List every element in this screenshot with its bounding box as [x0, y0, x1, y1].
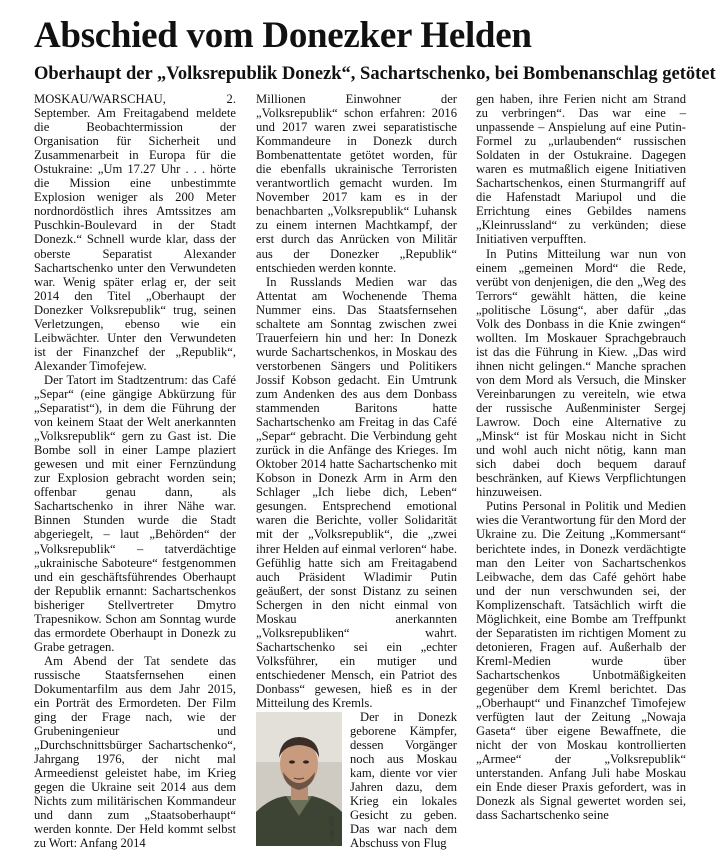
subheadline: Oberhaupt der „Volksrepublik Donezk“, Sachartschenko, bei Bombenanschlag getötet: [34, 64, 716, 84]
article-column-2: [256, 92, 457, 851]
article-column-3: [476, 92, 686, 823]
headline: Abschied vom Donezker Helden: [34, 15, 532, 56]
paragraph: Der Tatort im Stadtzentrum: das Café „Separ“ (eine gängige Abkürzung für „Separatist“), in dem die Führung der von keinem Staat der Welt anerkannten „Volksrepublik“ gern zu Gast ist. Die Bombe soll in einer Lampe plaziert gewesen und mit einer Fernzündung zur Explosion gebracht worden sein; offenbar genau dann, als Sachartschenko in ihrer Nähe war. Binnen Stunden wurde die Stadt abgeriegelt, – laut „Behörden“ der „Volksrepublik“ – tatverdächtige „ukrainische Saboteure“ festgenommen und ein geschäftsführendes Oberhaupt der Republik ernannt: Sachartschenkos bisheriger Stellvertreter Dmytro Trapesnikow. Schon am Sonntag wurde das ermordete Oberhaupt in Donezk zu Grabe getragen.: [34, 372, 236, 654]
paragraph: MOSKAU/WARSCHAU, 2. September. Am Freitagabend meldete die Beobachtermission der Organisation für Sicherheit und Zusammenarbeit in Europa für die Ostukraine: „Um 17.27 Uhr . . . hörte die Mission eine unbestimmte Explosion weniger als 200 Meter nordnordöstlich ihres Amtssitzes am Puschkin-Boulevard in der Stadt Donezk.“ Schnell wurde klar, dass der oberste Separatist Alexander Sachartschenko unter den Verwundeten war. Wenig später erlag er, der seit 2014 den Titel „Oberhaupt der Donezker Volksrepublik“ trug, seinen Verletzungen, ebenso wie ein Leibwächter. Unter den Verwundeten ist der Finanzchef der „Republik“, Alexander Timofejew.: [34, 92, 236, 373]
paragraph: gen haben, ihre Ferien nicht am Strand zu verbringen“. Das war eine – unpassende – Anspielung auf eine Putin-Formel zu „urlaubenden“ russischen Soldaten in der Ostukraine. Dagegen waren es mutmaßlich eigene Initiativen Sachartschenkos, einen Sturmangriff auf die Hafenstadt Mariupol und die Errichtung eines Gebildes namens „Kleinrussland“ zu verkünden; diese Initiativen verpufften.: [476, 92, 686, 247]
portrait-photo: [256, 712, 342, 846]
paragraph: Am Abend der Tat sendete das russische Staatsfernsehen einen Dokumentarfilm aus dem Jahr 2015, ein Porträt des Ermordeten. Der Film ging der Frage nach, wie der Grubeningenieur und „Durchschnittsbürger Sachartschenko“, Jahrgang 1976, der nicht mal Armeedienst geleistet habe, im Krieg gegen die Ukraine seit 2014 aus dem Nichts zum militärischen Kommandeur und dann zum „Staatsoberhaupt“ werden konnte. Der Held kommt selbst zu Wort: Anfang 2014: [34, 653, 236, 851]
photo-credit: Foto: AFP: [329, 815, 336, 843]
paragraph: In Russlands Medien war das Attentat am Wochenende Thema Nummer eins. Das Staatsfernsehen schaltete am Sonntag zwischen zwei Trauerfeiern hin und her: In Donezk wurde Sachartschenkos, in Moskau des verstorbenen Sängers und Politikers Jossif Kobson gedacht. Ein Umtrunk zum Andenken des aus dem Donbass stammenden Baritons hatte Sachartschenko am Freitag in das Café „Separ“ gebracht. Die Verbindung geht zurück in die Anfänge des Krieges. Im Oktober 2014 hatte Sachartschenko mit Kobson in Donezk Arm in Arm den Schlager „Ich liebe dich, Leben“ gesungen. Entsprechend emotional waren die Berichte, voller Solidarität mit der „Volksrepublik“, die „zwei ihrer Helden auf einmal verloren“ habe. Gefühlig hatte sich am Freitagabend auch Präsident Wladimir Putin geäußert, der sonst Distanz zu seinen Schergen in den nicht einmal von Moskau anerkannten „Volksrepubliken“ wahrt. Sachartschenko sei ein „echter Volksführer, ein mutiger und entschiedener Mensch, ein Patriot des Donbass“ gewesen, hieß es in der Mitteilung des Kremls.: [256, 274, 457, 711]
paragraph: Putins Personal in Politik und Medien wies die Verantwortung für den Mord der Ukraine zu. Die Zeitung „Kommersant“ berichtete indes, in Donezk verdächtigte man den Leiter von Sachartschenkos Leibwache, dem das Café gehört habe und der nun verschwunden sei, der Komplizenschaft. Tatsächlich wirft die Möglichkeit, eine Bombe am Treffpunkt der Separatisten im richtigen Moment zu detonieren, Fragen auf. Außerhalb der Kreml-Medien wurde über Sachartschenkos Unbotmäßigkeiten gegenüber dem Kreml berichtet. Das „Oberhaupt“ und Finanzchef Timofejew verfügten laut der Zeitung „Nowaja Gaseta“ über eigene Bewaffnete, die nicht der von Moskau kontrollierten „Armee“ der „Volksrepublik“ unterstanden. Anfang Juli habe Moskau ein Ende dieser Praxis gefordert, was in Donezk als Signal gewertet worden sei, dass Sachartschenko seine: [476, 499, 686, 823]
article-column-1: [34, 92, 236, 851]
paragraph: Millionen Einwohner der „Volksrepublik“ schon erfahren: 2016 und 2017 waren zwei separatistische Kommandeure in Donezk durch Bombenattentate getötet worden, für die ebenfalls ukrainische Terroristen verantwortlich gemacht wurden. Im November 2017 kam es in der benachbarten „Volksrepublik“ Luhansk zu einem internen Machtkampf, der erst durch das Anrücken von Militär aus der Donezker „Republik“ entschieden werden konnte.: [256, 92, 457, 275]
paragraph: Der in Donezk geborene Kämpfer, dessen Vorgänger noch aus Moskau kam, diente vor vier Jahren dazu, dem Krieg ein lokales Gesicht zu geben. Das war nach dem Abschuss von Flug: [350, 710, 457, 851]
paragraph: In Putins Mitteilung war nun von einem „gemeinen Mord“ die Rede, verübt von denjenigen, die den „Weg des Terrors“ gewählt hätten, die keine „politische Lösung“, aber dafür „das Volk des Donbass in die Knie zwingen“ wollten. Im Moskauer Sprachgebrauch ist das die Führung in Kiew. „Das wird ihnen nicht gelingen.“ Manche sprachen von dem Mord als Versuch, die Minsker Vereinbarungen zu vereiteln, wie etwa der russische Außenminister Sergej Lawrow. Doch eine Alternative zu „Minsk“ ist für Moskau nicht in Sicht und wohl auch nicht nötig, kann man sich dabei doch bequem darauf beschränken, auf Kiews Verpflichtungen hinzuweisen.: [476, 246, 686, 500]
